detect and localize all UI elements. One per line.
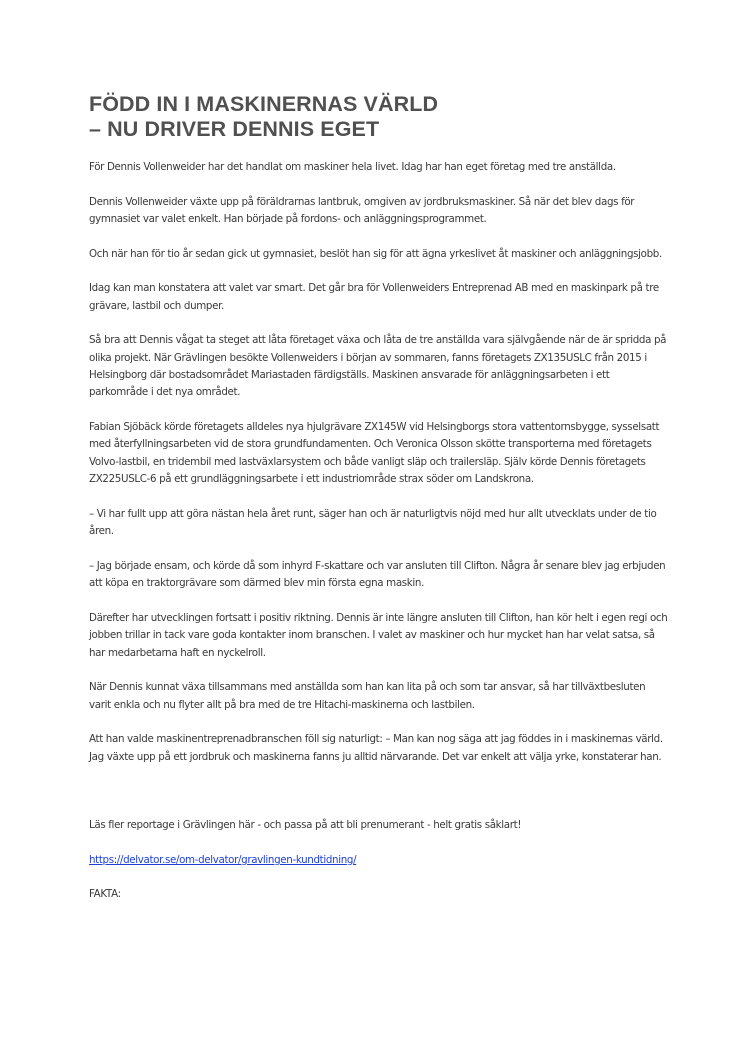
article-title <box>89 92 669 142</box>
paragraph: Att han valde maskinentreprenadbranschen föll sig naturligt: – Man kan nog säga att jag föddes in i maskinernas värld. Jag växte upp på ett jordbruk och maskinerna fanns ju alltid närvarande. Det var enkelt att välja yrke, konstaterar han. <box>89 733 663 763</box>
paragraph-ingress: För Dennis Vollenweider har det handlat om maskiner hela livet. Idag har han eget företag med tre anställda. <box>89 161 616 173</box>
paragraph: Och när han för tio år sedan gick ut gymnasiet, beslöt han sig för att ägna yrkeslivet åt maskiner och anläggningsjobb. <box>89 247 662 260</box>
paragraph: Så bra att Dennis vågat ta steget att låta företaget växa och låta de tre anställda vara självgående när de är spridda på olika projekt. När Grävlingen besökte Vollenweiders i början av sommaren, fanns företagets ZX135USLC från 2015 i Helsingborg där bostadsområdet Mariastaden färdigställs. Maskinen ansvarade för anläggningsarbeten i ett parkområde i det nya området. <box>89 334 667 399</box>
read-more-text: Läs fler reportage i Grävlingen här - och passa på att bli prenumerant - helt gratis såklart! <box>89 819 522 832</box>
paragraph-quote: – Jag började ensam, och körde då som inhyrd F-skattare och var ansluten till Clifton. Några år senare blev jag erbjuden att köpa en traktorgrävare som därmed blev min första egna maskin. <box>89 559 666 590</box>
article-title-line-2: – NU DRIVER DENNIS EGET <box>89 117 380 141</box>
facts-label: FAKTA: <box>89 888 121 901</box>
paragraph: Idag kan man konstatera att valet var smart. Det går bra för Vollenweiders Entreprenad AB med en maskinpark på tre grävare, lastbil och dumper. <box>89 282 659 312</box>
paragraph: Dennis Vollenweider växte upp på föräldrarnas lantbruk, omgiven av jordbruksmaskiner. Så när det blev dags för gymnasiet var valet enkelt. Han började på fordons- och anläggningsprogrammet. <box>89 195 635 225</box>
document-page <box>89 92 669 921</box>
paragraph: Därefter har utvecklingen fortsatt i positiv riktning. Dennis är inte längre ansluten till Clifton, han kör helt i egen regi och jobben trillar in tack vare goda kontakter inom branschen. I valet av maskiner och hur mycket han har velat satsa, så har medarbetarna haft en nyckelroll. <box>89 611 668 659</box>
paragraph-quote: – Vi har fullt upp att göra nästan hela året runt, säger han och är naturligtvis nöjd med hur allt utvecklats under de tio åren. <box>89 507 657 538</box>
gravlingen-link[interactable]: https://delvator.se/om-delvator/gravlingen-kundtidning/ <box>89 853 357 866</box>
article-title-line-1: FÖDD IN I MASKINERNAS VÄRLD <box>89 92 439 116</box>
paragraph: Fabian Sjöbäck körde företagets alldeles nya hjulgrävare ZX145W vid Helsingborgs stora vattentornsbygge, sysselsatt med återfyllningsarbeten vid de stora grundfundamenten. Och Veronica Olsson skötte transporterna med företagets Volvo-lastbil, en tridembil med lastväxlarsystem och både vanligt släp och trailersläp. Själv körde Dennis företagets ZX225USLC-6 på ett grundläggningsarbete i ett industriområde strax söder om Landskrona. <box>89 421 660 486</box>
link-paragraph <box>89 852 669 869</box>
section-spacer <box>89 783 669 817</box>
paragraph: När Dennis kunnat växa tillsammans med anställda som han kan lita på och som tar ansvar, så har tillväxtbesluten varit enkla och nu flyter allt på bra med de tre Hitachi-maskinerna och lastbilen. <box>89 681 646 711</box>
article-body <box>89 159 669 904</box>
